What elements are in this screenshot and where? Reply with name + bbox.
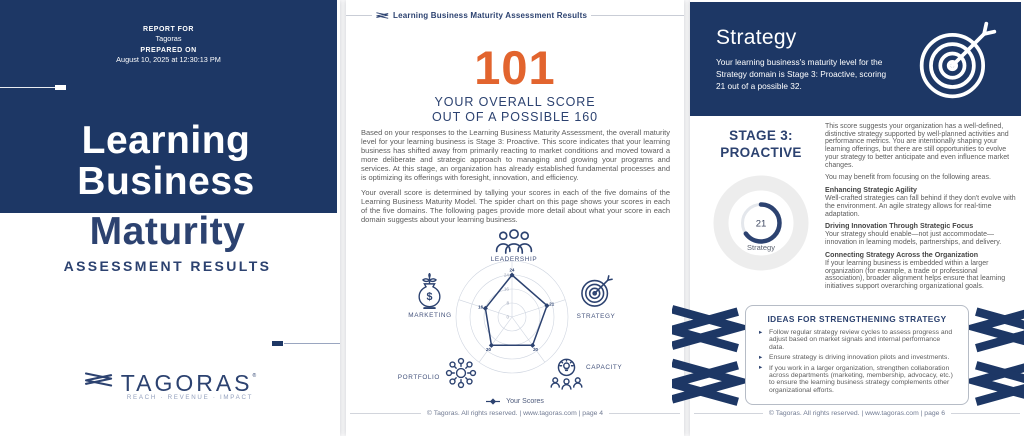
paragraph: You may benefit from focusing on the following areas. bbox=[825, 174, 991, 182]
target-dart-icon bbox=[917, 19, 999, 101]
ideas-title: IDEAS FOR STRENGTHENING STRATEGY bbox=[767, 314, 947, 324]
cover-title-white bbox=[0, 120, 332, 202]
prepared-on-label: PREPARED ON bbox=[140, 47, 197, 54]
focus-area bbox=[825, 223, 1017, 247]
registered-mark: ® bbox=[252, 373, 257, 379]
cover-title-navy: Maturity bbox=[89, 210, 246, 253]
score-caption: YOUR OVERALL SCORE OUT OF A POSSIBLE 160 bbox=[432, 95, 598, 124]
brand-logo bbox=[0, 365, 340, 401]
strategy-hero-panel bbox=[690, 2, 1021, 116]
paragraph: Based on your responses to the Learning Business Maturity Assessment, the overall maturity level for your learning business is Stage 3: Proactive. This score indicates that your learning business has shifted away from primarily reacting to market conditions and moved toward a more deliberate and strategic approach to managing and growing your programs and services. At this stage, an organization has already established fundamental processes and is optimizing its offerings with foresight, innovation, and efficiency. bbox=[361, 128, 670, 182]
svg-text:24: 24 bbox=[509, 267, 515, 273]
paragraph: Your strategy should enable—not just accommodate—innovation in learning models, partnerships, and delivery. bbox=[825, 231, 1002, 247]
strategy-detail-column bbox=[825, 123, 1017, 296]
focus-area-heading: Enhancing Strategic Agility bbox=[825, 185, 917, 194]
cover-hero-panel bbox=[0, 0, 337, 213]
focus-area bbox=[825, 252, 1017, 291]
page-footer bbox=[694, 410, 1020, 417]
ideas-list bbox=[758, 329, 956, 394]
strategy-gauge bbox=[701, 163, 821, 283]
ideas-callout bbox=[745, 305, 969, 405]
page-cover bbox=[0, 0, 340, 436]
accent-dash-right bbox=[272, 341, 340, 346]
svg-text:20: 20 bbox=[486, 346, 491, 352]
svg-text:20: 20 bbox=[533, 346, 538, 352]
svg-text:24: 24 bbox=[503, 272, 509, 278]
strategy-title: Strategy bbox=[716, 26, 797, 49]
brand-name: TAGORAS® bbox=[120, 370, 257, 396]
capacity-idea-icon bbox=[548, 356, 585, 390]
paragraph: If your learning business is embedded within a larger organization (for example, a trade or professional association), broader alignment helps ensure that learning initiatives support overarching organizational goals. bbox=[825, 260, 1006, 291]
footer-text: © Tagoras. All rights reserved. | www.tagoras.com | page 6 bbox=[768, 410, 946, 417]
radar-section bbox=[346, 222, 684, 410]
radar-legend bbox=[346, 398, 684, 405]
idea-bullet: ▸ If you work in a larger organization, strengthen collaboration across departments (marketing, membership, advocacy, etc.) to ensure the learning business strategy complements other organizational efforts. bbox=[758, 365, 956, 395]
report-for-label: REPORT FOR bbox=[143, 26, 194, 33]
page-overview bbox=[346, 0, 684, 436]
cover-subtitle: ASSESSMENT RESULTS bbox=[63, 258, 272, 274]
radar-label-capacity: CAPACITY bbox=[586, 364, 623, 371]
portfolio-hub-icon bbox=[444, 356, 478, 390]
footer-text: © Tagoras. All rights reserved. | www.tagoras.com | page 4 bbox=[426, 410, 604, 417]
legend-marker-icon bbox=[486, 398, 502, 405]
focus-area-heading: Connecting Strategy Across the Organization bbox=[825, 250, 979, 259]
brand-tagline: REACH · REVENUE · IMPACT bbox=[126, 394, 254, 401]
focus-area bbox=[825, 187, 1017, 218]
svg-text:21: 21 bbox=[549, 301, 555, 307]
radar-label-portfolio: PORTFOLIO bbox=[397, 374, 440, 381]
overall-score: 101 bbox=[474, 41, 556, 94]
svg-text:16: 16 bbox=[478, 304, 484, 310]
svg-text:16: 16 bbox=[503, 286, 509, 292]
cover-meta bbox=[0, 25, 337, 67]
radar-label-strategy: STRATEGY bbox=[576, 313, 616, 320]
tagoras-mark-icon bbox=[376, 11, 389, 20]
running-header bbox=[346, 11, 684, 20]
strategy-intro bbox=[825, 123, 1017, 182]
svg-text:8: 8 bbox=[506, 300, 509, 306]
gauge-label: Strategy bbox=[747, 243, 775, 252]
tagoras-mark-icon bbox=[84, 370, 114, 389]
paragraph: Well-crafted strategies can fall behind if they don't evolve with the environment. An agile strategy allows for real-time adaptation. bbox=[825, 195, 1016, 218]
paragraph: This score suggests your organization has a well-defined, distinctive strategy supported by well-planned activities and performance metrics. You are intentionally shaping your learning offerings, but there are still opportunities to evolve your strategy to better anticipate and even influence market changes. bbox=[825, 123, 1010, 169]
overview-paragraphs bbox=[361, 129, 670, 232]
prepared-on-value: August 10, 2025 at 12:30:13 PM bbox=[116, 55, 221, 64]
gauge-value: 21 bbox=[755, 218, 767, 230]
svg-text:0: 0 bbox=[506, 314, 509, 320]
zigzag-decoration-icon bbox=[964, 297, 1024, 414]
idea-bullet: ▸ Ensure strategy is driving innovation pilots and investments. bbox=[758, 354, 956, 361]
marketing-moneybag-icon bbox=[414, 273, 445, 309]
stage-heading: STAGE 3: PROACTIVE bbox=[720, 128, 802, 160]
strategy-subtitle: Your learning business's maturity level for the Strategy domain is Stage 3: Proactive, scoring 21 out of a possible 32. bbox=[716, 57, 887, 91]
idea-bullet: ▸ Follow regular strategy review cycles to assess progress and adjust based on market signals and internal performance data. bbox=[758, 329, 956, 351]
page-footer bbox=[350, 410, 680, 417]
accent-dash-left bbox=[0, 85, 66, 90]
focus-area-heading: Driving Innovation Through Strategic Focus bbox=[825, 222, 974, 231]
running-header-label: Learning Business Maturity Assessment Results bbox=[393, 11, 588, 20]
page-strategy bbox=[690, 0, 1024, 436]
title-line-2: Business bbox=[77, 160, 255, 203]
focus-areas bbox=[825, 187, 1017, 291]
radar-label-leadership: LEADERSHIP bbox=[490, 256, 538, 263]
legend-label: Your Scores bbox=[506, 398, 544, 405]
report-for-value: Tagoras bbox=[155, 34, 182, 43]
target-dart-icon bbox=[580, 274, 614, 308]
radar-label-marketing: MARKETING bbox=[408, 312, 452, 319]
zigzag-decoration-icon bbox=[672, 297, 750, 414]
paragraph: Your overall score is determined by tallying your scores in each of the five domains of the Learning Business Maturity Model. The spider chart on this page shows your scores in each of the five domains. The following pages provide more detail about what your score in each domain suggests about your learning business. bbox=[361, 188, 670, 225]
title-line-1: Learning bbox=[81, 119, 251, 162]
people-group-icon bbox=[495, 228, 533, 255]
